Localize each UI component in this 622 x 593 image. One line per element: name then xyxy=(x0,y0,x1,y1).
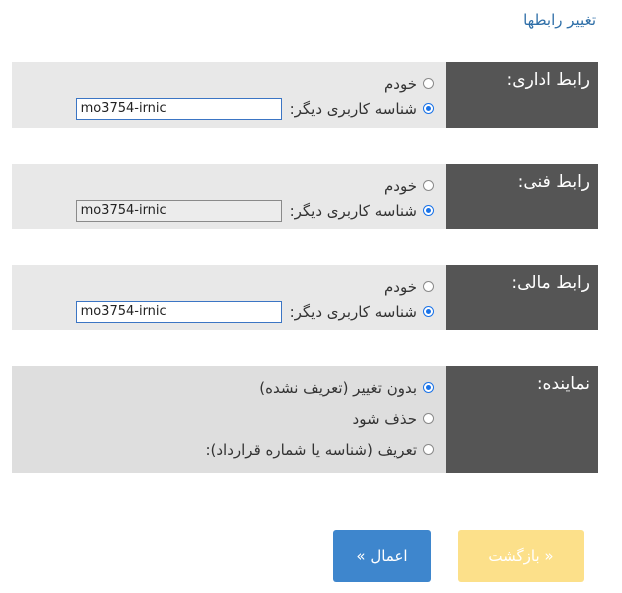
tech-contact-section xyxy=(12,164,598,229)
tech-user-id-input[interactable] xyxy=(76,200,282,222)
billing-other-radio[interactable] xyxy=(423,306,434,317)
billing-self-option[interactable] xyxy=(12,274,434,299)
billing-self-label: خودم xyxy=(384,277,417,296)
rep-delete-label: حذف شود xyxy=(352,409,417,428)
billing-contact-section xyxy=(12,265,598,330)
rep-unchanged-radio[interactable] xyxy=(423,382,434,393)
rep-define-label: تعریف (شناسه یا شماره قرارداد): xyxy=(205,440,417,459)
billing-contact-options xyxy=(12,265,446,330)
tech-other-label: شناسه کاربری دیگر: xyxy=(289,201,417,220)
representative-section xyxy=(12,366,598,473)
representative-options xyxy=(12,366,446,473)
admin-user-id-input[interactable] xyxy=(76,98,282,120)
billing-other-label: شناسه کاربری دیگر: xyxy=(289,302,417,321)
admin-contact-section xyxy=(12,62,598,128)
admin-self-radio[interactable] xyxy=(423,78,434,89)
tech-self-option[interactable] xyxy=(12,173,434,198)
billing-user-id-input[interactable] xyxy=(76,301,282,323)
tech-self-radio[interactable] xyxy=(423,180,434,191)
page-title: تغییر رابطها xyxy=(523,11,596,29)
admin-contact-options xyxy=(12,62,446,128)
back-button[interactable]: « بازگشت xyxy=(458,530,584,582)
rep-delete-option[interactable] xyxy=(12,403,434,434)
tech-contact-label: رابط فنی: xyxy=(446,164,598,229)
tech-self-label: خودم xyxy=(384,176,417,195)
admin-self-option[interactable] xyxy=(12,71,434,96)
admin-other-option[interactable] xyxy=(12,96,434,121)
admin-other-label: شناسه کاربری دیگر: xyxy=(289,99,417,118)
billing-other-option[interactable] xyxy=(12,299,434,324)
admin-self-label: خودم xyxy=(384,74,417,93)
rep-define-radio[interactable] xyxy=(423,444,434,455)
rep-unchanged-option[interactable] xyxy=(12,372,434,403)
billing-contact-label: رابط مالی: xyxy=(446,265,598,330)
representative-label: نماینده: xyxy=(446,366,598,473)
apply-button[interactable]: اعمال » xyxy=(333,530,431,582)
rep-define-option[interactable] xyxy=(12,434,434,465)
admin-other-radio[interactable] xyxy=(423,103,434,114)
rep-delete-radio[interactable] xyxy=(423,413,434,424)
tech-other-radio[interactable] xyxy=(423,205,434,216)
tech-other-option[interactable] xyxy=(12,198,434,223)
admin-contact-label: رابط اداری: xyxy=(446,62,598,128)
billing-self-radio[interactable] xyxy=(423,281,434,292)
tech-contact-options xyxy=(12,164,446,229)
rep-unchanged-label: بدون تغییر (تعریف نشده) xyxy=(259,378,417,397)
